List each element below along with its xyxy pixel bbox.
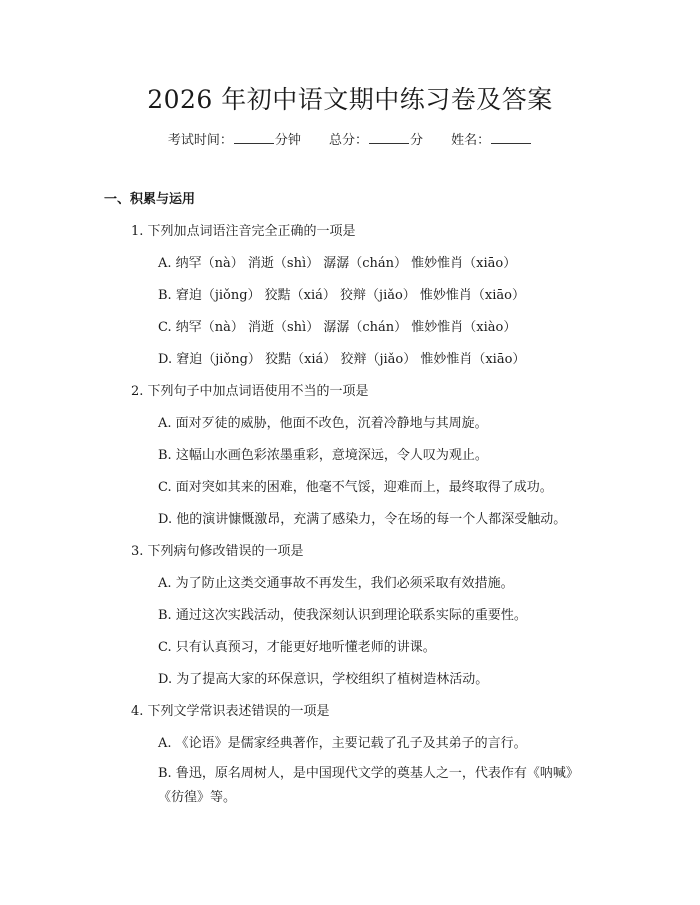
question-2-option-b: B. 这幅山水画色彩浓墨重彩，意境深远，令人叹为观止。: [158, 448, 488, 463]
question-3-stem: 3. 下列病句修改错误的一项是: [131, 544, 304, 559]
student-name-field: [451, 131, 532, 151]
question-3-option-c: C. 只有认真预习，才能更好地听懂老师的讲课。: [158, 640, 436, 655]
question-4-option-a: A. 《论语》是儒家经典著作，主要记载了孔子及其弟子的言行。: [158, 736, 527, 751]
question-1-option-b: B. 窘迫（jiǒng） 狡黠（xiá） 狡辩（jiǎo） 惟妙惟肖（xiāo）: [158, 288, 525, 303]
question-1-option-c: C. 纳罕（nà） 消逝（shì） 潺潺（chán） 惟妙惟肖（xiào）: [158, 320, 517, 335]
total-score-blank: [369, 131, 409, 144]
question-2-option-d: D. 他的演讲慷慨激昂，充满了感染力，令在场的每一个人都深受触动。: [158, 512, 567, 527]
question-4-stem: 4. 下列文学常识表述错误的一项是: [131, 704, 330, 719]
exam-time-field: [168, 131, 301, 151]
student-name-label: 姓名：: [451, 133, 491, 148]
student-name-blank: [491, 131, 531, 144]
question-2-option-c: C. 面对突如其来的困难，他毫不气馁，迎难而上，最终取得了成功。: [158, 480, 553, 495]
section-heading: 一、积累与运用: [104, 192, 196, 207]
page-title: 2026 年初中语文期中练习卷及答案: [147, 85, 553, 114]
question-1-option-d: D. 窘迫（jiǒng） 狡黠（xiá） 狡辩（jiǎo） 惟妙惟肖（xiāo）: [158, 352, 526, 367]
question-3-option-a: A. 为了防止这类交通事故不再发生，我们必须采取有效措施。: [158, 576, 514, 591]
exam-time-label: 考试时间：: [167, 133, 233, 148]
exam-time-blank: [234, 131, 274, 144]
question-2-option-a: A. 面对歹徒的威胁，他面不改色，沉着冷静地与其周旋。: [158, 416, 488, 431]
question-4-option-b: B. 鲁迅，原名周树人，是中国现代文学的奠基人之一，代表作有《呐喊》《彷徨》等。: [158, 766, 579, 805]
question-3-option-d: D. 为了提高大家的环保意识，学校组织了植树造林活动。: [158, 672, 489, 687]
question-3-option-b: B. 通过这次实践活动，使我深刻认识到理论联系实际的重要性。: [158, 608, 527, 623]
exam-info-line: [0, 131, 700, 151]
exam-time-unit: 分钟: [274, 133, 301, 148]
question-1-option-a: A. 纳罕（nà） 消逝（shì） 潺潺（chán） 惟妙惟肖（xiāo）: [158, 256, 517, 271]
total-score-field: [329, 131, 423, 151]
total-score-unit: 分: [410, 133, 424, 148]
question-1-stem: 1. 下列加点词语注音完全正确的一项是: [131, 224, 356, 239]
total-score-label: 总分：: [328, 133, 368, 148]
question-2-stem: 2. 下列句子中加点词语使用不当的一项是: [131, 384, 369, 399]
